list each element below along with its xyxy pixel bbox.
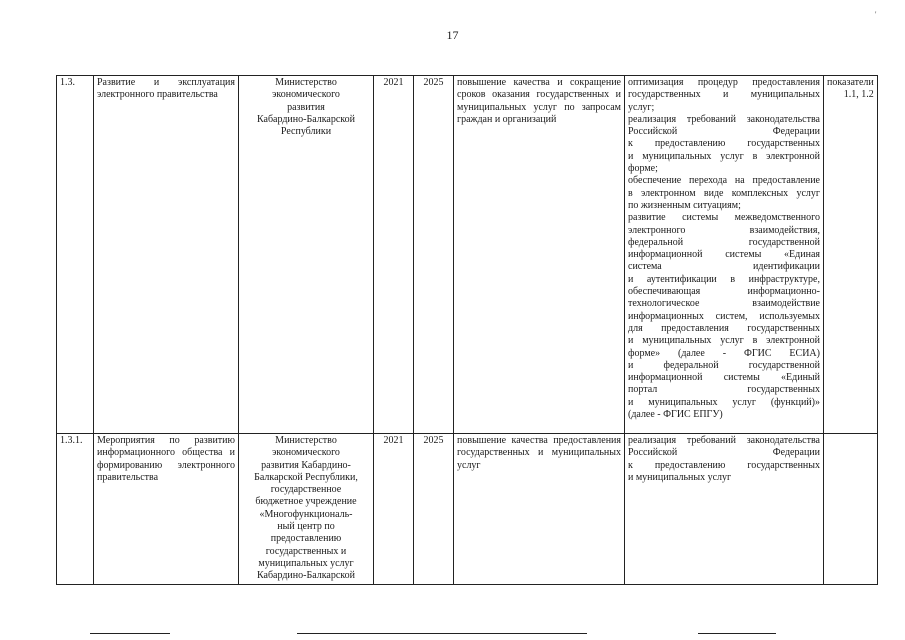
measures-line: услуг; <box>628 101 655 113</box>
measures-line: реализация требований законодательства <box>628 113 820 125</box>
measures-line: по жизненным ситуациям; <box>628 199 741 211</box>
executor-line: Министерство <box>275 77 337 88</box>
measures-line: информационных систем, используемых <box>628 310 820 322</box>
measures-line: развитие системы межведомственного <box>628 212 820 224</box>
executor-line: Кабардино-Балкарской <box>256 570 356 582</box>
measures-line: технологическое взаимодействие <box>628 298 820 310</box>
end-year: 2025 <box>414 434 454 585</box>
measures-line: информационной системы «Единый <box>628 372 820 384</box>
expected-result: повышение качества предоставления государственных и муниципальных услуг <box>454 434 625 585</box>
executor-line: Балкарской Республики, <box>254 471 358 483</box>
measures-line: (далее - ФГИС ЕПГУ) <box>628 409 723 421</box>
bottom-rule <box>297 633 587 634</box>
program-table <box>56 75 878 585</box>
measures-line: и федеральной государственной <box>628 359 820 371</box>
measures-line: Российской Федерации <box>628 126 820 138</box>
corner-mark: ' <box>875 10 877 19</box>
executor-line: «Многофункциональ- <box>259 508 353 520</box>
measures-line: форме» (далее - ФГИС ЕСИА) <box>628 347 820 359</box>
measures-line: и муниципальных услуг <box>628 471 732 483</box>
executor-line: экономического <box>272 447 340 459</box>
measures-line: обеспечение перехода на предоставление <box>628 175 820 187</box>
executor-line: бюджетное учреждение <box>255 496 357 508</box>
measures-line: Российской Федерации <box>628 447 820 459</box>
table-row <box>57 434 878 585</box>
measures-line: и муниципальных услуг в электронной <box>628 150 820 162</box>
start-year: 2021 <box>374 434 414 585</box>
executor-line: государственное <box>270 484 342 496</box>
executor-line: ный центр по <box>277 521 335 533</box>
measures-line: федеральной государственной <box>628 236 820 248</box>
executor-line: Кабардино-Балкарской <box>256 113 356 125</box>
measures-line: форме; <box>628 163 658 175</box>
indicators-line: 1.1, 1.2 <box>843 89 874 101</box>
indicators-cell <box>824 434 878 585</box>
measures-line: и муниципальных услуг в электронной <box>628 335 820 347</box>
row-number: 1.3.1. <box>57 434 94 585</box>
measures-line: информационной системы «Единая <box>628 249 820 261</box>
bottom-rule <box>90 633 170 634</box>
measure-name: Мероприятия по развитию информационного общества и формированию электронного правительства <box>94 434 239 585</box>
measures-line: реализация требований законодательства <box>628 435 820 446</box>
measures-cell <box>625 434 824 585</box>
table-row <box>57 76 878 434</box>
expected-result: повышение качества и сокращение сроков оказания государственных и муниципальных услуг по запросам граждан и организаций <box>454 76 625 434</box>
executor-line: предоставлению <box>270 533 342 545</box>
executor-line: государственных и <box>265 545 347 557</box>
measures-line: в электронном виде комплексных услуг <box>628 187 820 199</box>
executor-line: муниципальных услуг <box>258 557 354 569</box>
measures-cell <box>625 76 824 434</box>
executor-cell <box>239 76 374 434</box>
bottom-rule <box>698 633 776 634</box>
measures-line: обеспечивающая информационно- <box>628 286 820 298</box>
measures-line: и муниципальных услуг (функций)» <box>628 396 820 408</box>
measures-line: система идентификации <box>628 261 820 273</box>
row-number: 1.3. <box>57 76 94 434</box>
executor-line: развития <box>287 101 325 113</box>
measures-line: портал государственных <box>628 384 820 396</box>
end-year: 2025 <box>414 76 454 434</box>
measures-line: государственных и муниципальных <box>628 89 820 101</box>
executor-cell <box>239 434 374 585</box>
indicators-cell <box>824 76 878 434</box>
measures-line: к предоставлению государственных <box>628 138 820 150</box>
executor-line: Республики <box>280 126 332 138</box>
page-number: 17 <box>446 28 459 42</box>
measures-line: электронного взаимодействия, <box>628 224 820 236</box>
measures-line: и аутентификации в инфраструктуре, <box>628 273 820 285</box>
executor-line: Министерство <box>275 435 337 446</box>
measures-line: для предоставления государственных <box>628 322 820 334</box>
executor-line: развития Кабардино- <box>261 459 351 471</box>
start-year: 2021 <box>374 76 414 434</box>
executor-line: экономического <box>272 89 340 101</box>
measure-name: Развитие и эксплуатация электронного правительства <box>94 76 239 434</box>
measures-line: оптимизация процедур предоставления <box>628 77 820 88</box>
indicators-line: показатели <box>827 77 874 88</box>
measures-line: к предоставлению государственных <box>628 459 820 471</box>
